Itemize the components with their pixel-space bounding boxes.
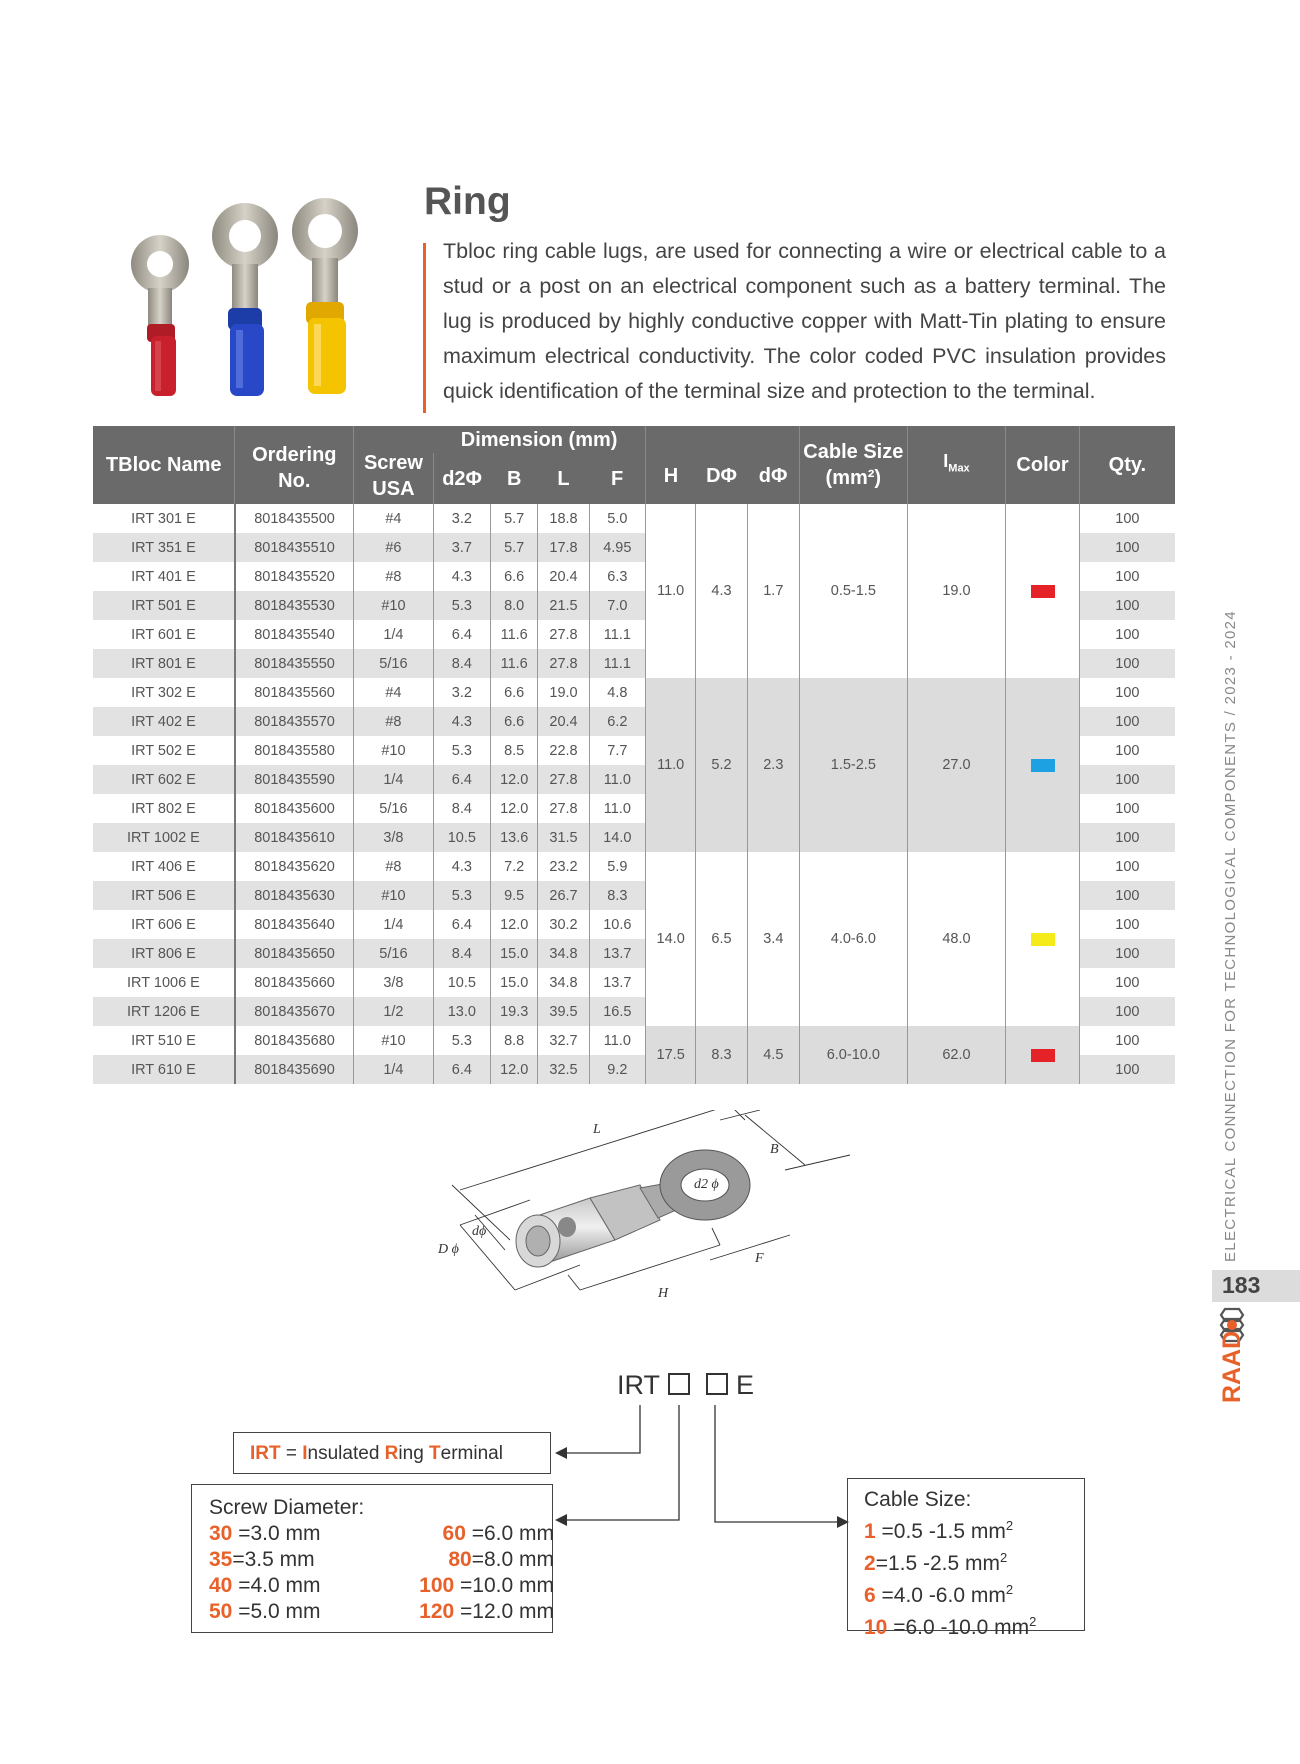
cell-screw: 1/4 — [354, 620, 434, 649]
group-color — [1006, 678, 1079, 852]
code-prefix: IRT — [617, 1370, 661, 1400]
header-qty: Qty. — [1079, 426, 1175, 504]
cell-f: 5.0 — [589, 504, 645, 533]
cell-b: 15.0 — [491, 968, 538, 997]
cell-d2: 4.3 — [433, 707, 490, 736]
cell-name: IRT 351 E — [93, 533, 235, 562]
cell-f: 4.8 — [589, 678, 645, 707]
cell-name: IRT 801 E — [93, 649, 235, 678]
header-imax: $I_{Max}$ — [907, 426, 1006, 504]
cell-name: IRT 1006 E — [93, 968, 235, 997]
cable-item: 6 =4.0 -6.0 $mm^2$ — [864, 1582, 1014, 1607]
cell-screw: 3/8 — [354, 968, 434, 997]
cell-name: IRT 610 E — [93, 1055, 235, 1084]
group-h: 11.0 — [646, 504, 696, 678]
cell-qty: 100 — [1079, 910, 1175, 939]
cell-b: 7.2 — [491, 852, 538, 881]
cell-name: IRT 601 E — [93, 620, 235, 649]
cell-name: IRT 506 E — [93, 881, 235, 910]
cell-screw: #4 — [354, 678, 434, 707]
cell-l: 30.2 — [538, 910, 589, 939]
ordering-code — [617, 1370, 754, 1401]
cell-qty: 100 — [1079, 968, 1175, 997]
cell-screw: #8 — [354, 707, 434, 736]
group-d: 3.4 — [747, 852, 799, 1026]
cell-b: 8.5 — [491, 736, 538, 765]
cell-b: 15.0 — [491, 939, 538, 968]
cell-ordering: 8018435630 — [235, 881, 354, 910]
cell-qty: 100 — [1079, 765, 1175, 794]
group-d: 4.5 — [747, 1026, 799, 1084]
color-swatch — [1031, 585, 1055, 598]
cell-d2: 5.3 — [433, 881, 490, 910]
cell-d2: 6.4 — [433, 765, 490, 794]
cell-ordering: 8018435500 — [235, 504, 354, 533]
cell-name: IRT 802 E — [93, 794, 235, 823]
cell-qty: 100 — [1079, 881, 1175, 910]
cell-b: 12.0 — [491, 794, 538, 823]
cell-screw: 1/4 — [354, 910, 434, 939]
cell-screw: 1/2 — [354, 997, 434, 1026]
cell-f: 14.0 — [589, 823, 645, 852]
cell-screw: 1/4 — [354, 1055, 434, 1084]
cell-b: 9.5 — [491, 881, 538, 910]
cell-b: 5.7 — [491, 533, 538, 562]
cell-b: 12.0 — [491, 910, 538, 939]
lug-dimension-diagram — [430, 1110, 910, 1350]
cell-f: 9.2 — [589, 1055, 645, 1084]
cell-f: 7.0 — [589, 591, 645, 620]
cell-l: 20.4 — [538, 562, 589, 591]
cell-qty: 100 — [1079, 678, 1175, 707]
cell-ordering: 8018435650 — [235, 939, 354, 968]
cell-f: 11.0 — [589, 1026, 645, 1055]
cell-screw: #4 — [354, 504, 434, 533]
cell-f: 11.0 — [589, 794, 645, 823]
cell-l: 34.8 — [538, 968, 589, 997]
label-l: L — [593, 1122, 601, 1137]
screw-title: Screw Diameter: — [209, 1496, 365, 1519]
dim-line-D — [460, 1225, 515, 1290]
cell-qty: 100 — [1079, 1026, 1175, 1055]
cell-qty: 100 — [1079, 794, 1175, 823]
dim-line-f — [710, 1235, 790, 1260]
red-lug-image — [131, 235, 189, 396]
cell-ordering: 8018435670 — [235, 997, 354, 1026]
cell-screw: #8 — [354, 562, 434, 591]
cell-d2: 4.3 — [433, 562, 490, 591]
screw-diameter-box — [191, 1484, 553, 1633]
cell-screw: #10 — [354, 736, 434, 765]
group-cable: 4.0-6.0 — [799, 852, 907, 1026]
cell-name: IRT 406 E — [93, 852, 235, 881]
cell-b: 6.6 — [491, 707, 538, 736]
cable-item: 1 =0.5 -1.5 $mm^2$ — [864, 1518, 1014, 1543]
cell-ordering: 8018435640 — [235, 910, 354, 939]
code-suffix: E — [736, 1370, 755, 1400]
dim-line-h — [580, 1245, 720, 1290]
group-color — [1006, 504, 1079, 678]
raad-logo — [1210, 1305, 1250, 1405]
cell-b: 8.8 — [491, 1026, 538, 1055]
group-D: 6.5 — [696, 852, 747, 1026]
screw-item: 35=3.5 mm — [209, 1548, 315, 1571]
cell-d2: 3.2 — [433, 678, 490, 707]
cell-b: 19.3 — [491, 997, 538, 1026]
header-d2: d2Φ — [433, 453, 490, 504]
header-h: H — [646, 426, 696, 504]
header-dimension: Dimension (mm) — [433, 426, 645, 453]
cell-f: 16.5 — [589, 997, 645, 1026]
group-h: 11.0 — [646, 678, 696, 852]
cell-l: 34.8 — [538, 939, 589, 968]
group-d: 1.7 — [747, 504, 799, 678]
blue-lug-image — [212, 203, 278, 396]
cell-b: 11.6 — [491, 649, 538, 678]
cell-name: IRT 501 E — [93, 591, 235, 620]
cell-qty: 100 — [1079, 823, 1175, 852]
cell-f: 8.3 — [589, 881, 645, 910]
header-screw: Screw USA — [354, 426, 434, 504]
cell-l: 17.8 — [538, 533, 589, 562]
cell-b: 6.6 — [491, 678, 538, 707]
cell-b: 8.0 — [491, 591, 538, 620]
cell-name: IRT 401 E — [93, 562, 235, 591]
group-imax: 48.0 — [907, 852, 1006, 1026]
cell-f: 11.0 — [589, 765, 645, 794]
cell-d2: 3.7 — [433, 533, 490, 562]
cell-l: 23.2 — [538, 852, 589, 881]
label-f: F — [755, 1251, 764, 1266]
cell-screw: 1/4 — [354, 765, 434, 794]
cell-qty: 100 — [1079, 852, 1175, 881]
cell-ordering: 8018435510 — [235, 533, 354, 562]
cell-f: 6.2 — [589, 707, 645, 736]
cell-ordering: 8018435590 — [235, 765, 354, 794]
cell-f: 13.7 — [589, 939, 645, 968]
section-title: Ring — [424, 180, 511, 223]
header-l: L — [538, 453, 589, 504]
table-row — [93, 1026, 1175, 1055]
cell-name: IRT 502 E — [93, 736, 235, 765]
cell-l: 27.8 — [538, 620, 589, 649]
cell-screw: #10 — [354, 591, 434, 620]
header-D: DΦ — [696, 426, 747, 504]
color-swatch — [1031, 759, 1055, 772]
screw-item: 30 =3.0 mm — [209, 1522, 321, 1545]
header-color: Color — [1006, 426, 1079, 504]
cable-size-box — [847, 1478, 1085, 1639]
cell-ordering: 8018435560 — [235, 678, 354, 707]
group-cable: 0.5-1.5 — [799, 504, 907, 678]
cell-l: 18.8 — [538, 504, 589, 533]
cell-name: IRT 606 E — [93, 910, 235, 939]
cell-ordering: 8018435570 — [235, 707, 354, 736]
cell-f: 11.1 — [589, 649, 645, 678]
cell-f: 13.7 — [589, 968, 645, 997]
cell-qty: 100 — [1079, 533, 1175, 562]
cell-l: 27.8 — [538, 765, 589, 794]
cell-b: 12.0 — [491, 765, 538, 794]
header-d: dΦ — [747, 426, 799, 504]
cell-l: 39.5 — [538, 997, 589, 1026]
cell-f: 11.1 — [589, 620, 645, 649]
color-swatch — [1031, 933, 1055, 946]
cell-ordering: 8018435540 — [235, 620, 354, 649]
cell-screw: #6 — [354, 533, 434, 562]
code-box-cable — [706, 1373, 728, 1395]
cell-d2: 8.4 — [433, 649, 490, 678]
cell-l: 27.8 — [538, 649, 589, 678]
cell-screw: #10 — [354, 1026, 434, 1055]
cell-b: 5.7 — [491, 504, 538, 533]
cell-qty: 100 — [1079, 620, 1175, 649]
group-d: 2.3 — [747, 678, 799, 852]
cell-screw: 3/8 — [354, 823, 434, 852]
group-color — [1006, 1026, 1079, 1084]
cell-d2: 8.4 — [433, 794, 490, 823]
header-b: B — [491, 453, 538, 504]
cell-d2: 10.5 — [433, 968, 490, 997]
side-running-text: ELECTRICAL CONNECTION FOR TECHNOLOGICAL COMPONENTS / 2023 - 2024 — [1222, 610, 1239, 1262]
group-D: 4.3 — [696, 504, 747, 678]
cell-ordering: 8018435580 — [235, 736, 354, 765]
cell-d2: 4.3 — [433, 852, 490, 881]
spec-table — [93, 426, 1175, 1084]
cell-d2: 5.3 — [433, 591, 490, 620]
cell-ordering: 8018435680 — [235, 1026, 354, 1055]
cell-l: 26.7 — [538, 881, 589, 910]
dim-line-b — [745, 1115, 805, 1165]
cell-ordering: 8018435600 — [235, 794, 354, 823]
cell-l: 32.7 — [538, 1026, 589, 1055]
cell-ordering: 8018435550 — [235, 649, 354, 678]
cell-d2: 10.5 — [433, 823, 490, 852]
cell-qty: 100 — [1079, 649, 1175, 678]
cell-ordering: 8018435530 — [235, 591, 354, 620]
cell-l: 22.8 — [538, 736, 589, 765]
cell-f: 5.9 — [589, 852, 645, 881]
spec-table-body — [93, 504, 1175, 1084]
table-row — [93, 852, 1175, 881]
cell-f: 4.95 — [589, 533, 645, 562]
header-cable: Cable Size (mm²) — [799, 426, 907, 504]
cell-f: 6.3 — [589, 562, 645, 591]
cell-qty: 100 — [1079, 736, 1175, 765]
cell-b: 11.6 — [491, 620, 538, 649]
cell-name: IRT 302 E — [93, 678, 235, 707]
cable-title: Cable Size: — [864, 1488, 972, 1511]
cell-screw: 5/16 — [354, 794, 434, 823]
cell-qty: 100 — [1079, 562, 1175, 591]
product-photo — [120, 196, 405, 411]
cell-l: 19.0 — [538, 678, 589, 707]
cell-qty: 100 — [1079, 1055, 1175, 1084]
cell-ordering: 8018435620 — [235, 852, 354, 881]
yellow-lug-image — [292, 198, 358, 394]
page-number: 183 — [1222, 1272, 1261, 1298]
cell-b: 13.6 — [491, 823, 538, 852]
table-row — [93, 504, 1175, 533]
group-imax: 62.0 — [907, 1026, 1006, 1084]
cell-d2: 5.3 — [433, 1026, 490, 1055]
cell-f: 7.7 — [589, 736, 645, 765]
cell-name: IRT 602 E — [93, 765, 235, 794]
group-D: 8.3 — [696, 1026, 747, 1084]
cell-f: 10.6 — [589, 910, 645, 939]
cell-qty: 100 — [1079, 997, 1175, 1026]
label-h: H — [658, 1286, 669, 1301]
screw-item: 40 =4.0 mm — [209, 1574, 321, 1597]
cell-d2: 6.4 — [433, 620, 490, 649]
raad-logo-text: RAAD — [1218, 1330, 1246, 1403]
cell-ordering: 8018435610 — [235, 823, 354, 852]
header-f: F — [589, 453, 645, 504]
group-h: 17.5 — [646, 1026, 696, 1084]
irt-legend-box: IRT = Insulated Ring Terminal — [233, 1432, 551, 1474]
cell-d2: 13.0 — [433, 997, 490, 1026]
cell-name: IRT 1206 E — [93, 997, 235, 1026]
cable-item: 10 =6.0 -10.0 $mm^2$ — [864, 1614, 1037, 1639]
cell-l: 32.5 — [538, 1055, 589, 1084]
cell-d2: 6.4 — [433, 910, 490, 939]
cell-qty: 100 — [1079, 504, 1175, 533]
cell-name: IRT 1002 E — [93, 823, 235, 852]
header-ordering: Ordering No. — [235, 426, 354, 504]
cable-item: 2=1.5 -2.5 $mm^2$ — [864, 1550, 1008, 1575]
description-accent-rule — [423, 243, 426, 413]
group-cable: 6.0-10.0 — [799, 1026, 907, 1084]
screw-item: 100 =10.0 mm — [419, 1574, 554, 1597]
screw-item: 60 =6.0 mm — [442, 1522, 554, 1545]
cell-screw: #10 — [354, 881, 434, 910]
cell-screw: 5/16 — [354, 649, 434, 678]
cell-ordering: 8018435520 — [235, 562, 354, 591]
cell-screw: 5/16 — [354, 939, 434, 968]
cell-l: 31.5 — [538, 823, 589, 852]
cell-b: 12.0 — [491, 1055, 538, 1084]
screw-item: 50 =5.0 mm — [209, 1600, 321, 1623]
cell-name: IRT 402 E — [93, 707, 235, 736]
screw-item: 120 =12.0 mm — [419, 1600, 554, 1623]
cell-l: 20.4 — [538, 707, 589, 736]
cell-l: 21.5 — [538, 591, 589, 620]
header-name: TBloc Name — [93, 426, 235, 504]
group-imax: 27.0 — [907, 678, 1006, 852]
cell-name: IRT 510 E — [93, 1026, 235, 1055]
description-text: Tbloc ring cable lugs, are used for connecting a wire or electrical cable to a stud or a post on an electrical component such as a battery terminal. The lug is produced by highly conductive copper with Matt-Tin plating to ensure maximum electrical conductivity. The color coded PVC insulation provides quick identification of the terminal size and protection to the terminal. — [443, 239, 1166, 403]
table-row — [93, 678, 1175, 707]
cable-items — [864, 1513, 1084, 1641]
cell-d2: 3.2 — [433, 504, 490, 533]
cell-d2: 6.4 — [433, 1055, 490, 1084]
cell-ordering: 8018435690 — [235, 1055, 354, 1084]
screw-items — [209, 1521, 552, 1625]
cell-ordering: 8018435660 — [235, 968, 354, 997]
cell-name: IRT 301 E — [93, 504, 235, 533]
label-d: dϕ — [472, 1224, 487, 1239]
screw-item: 80=8.0 mm — [448, 1548, 554, 1571]
label-D: D ϕ — [438, 1242, 459, 1257]
cell-qty: 100 — [1079, 939, 1175, 968]
cell-d2: 5.3 — [433, 736, 490, 765]
cell-name: IRT 806 E — [93, 939, 235, 968]
group-D: 5.2 — [696, 678, 747, 852]
label-b: B — [770, 1142, 779, 1157]
cell-qty: 100 — [1079, 591, 1175, 620]
group-cable: 1.5-2.5 — [799, 678, 907, 852]
group-h: 14.0 — [646, 852, 696, 1026]
cell-l: 27.8 — [538, 794, 589, 823]
label-d2: d2 ϕ — [694, 1177, 719, 1192]
group-imax: 19.0 — [907, 504, 1006, 678]
group-color — [1006, 852, 1079, 1026]
code-box-screw — [668, 1373, 690, 1395]
cell-b: 6.6 — [491, 562, 538, 591]
lug-body — [516, 1150, 750, 1267]
cell-screw: #8 — [354, 852, 434, 881]
color-swatch — [1031, 1049, 1055, 1062]
cell-qty: 100 — [1079, 707, 1175, 736]
cell-d2: 8.4 — [433, 939, 490, 968]
